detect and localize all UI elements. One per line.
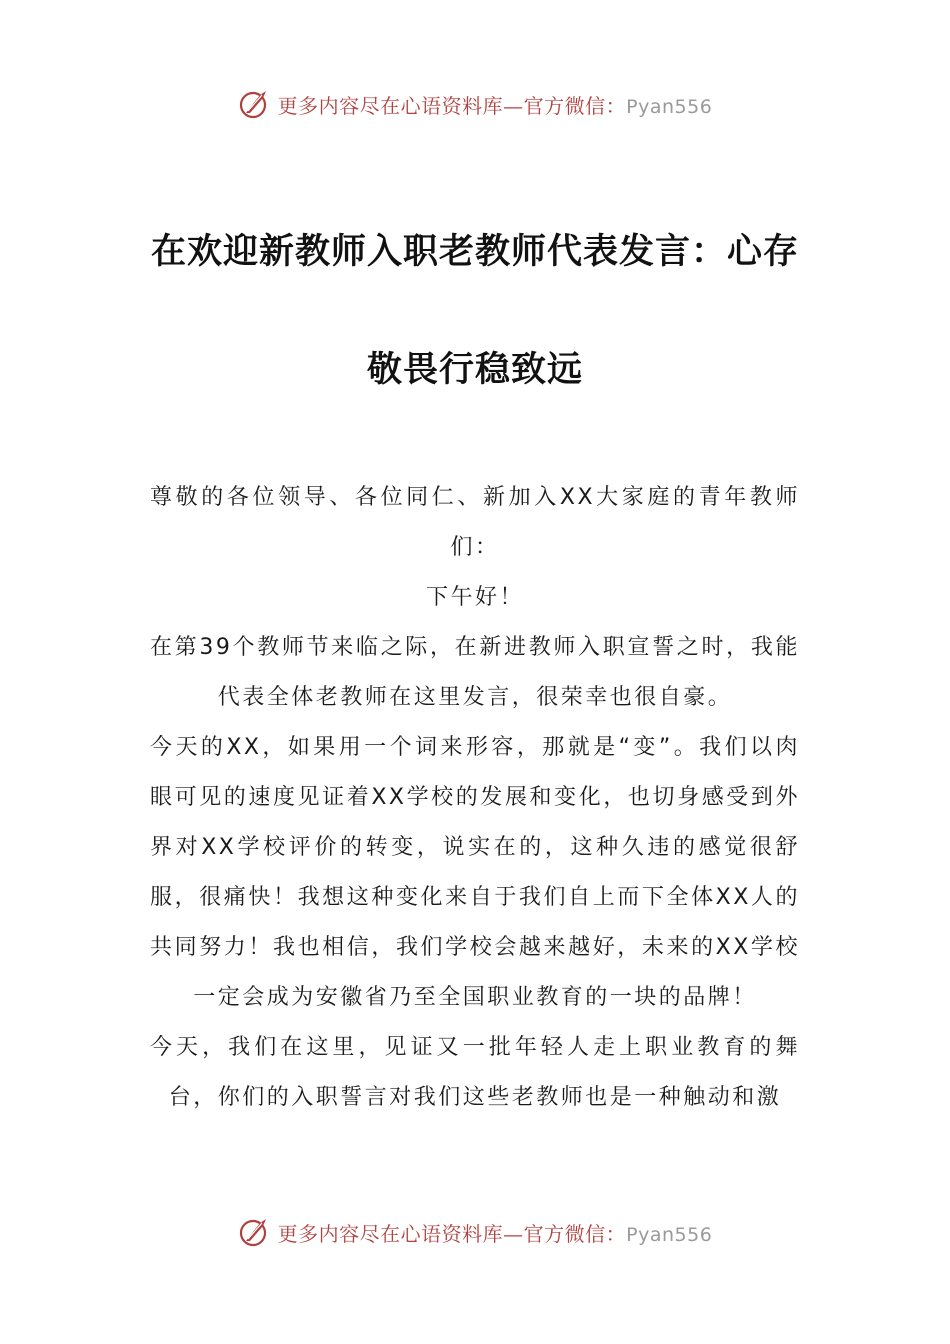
quill-logo-icon: [238, 1215, 272, 1249]
paragraph-change: 今天的XX，如果用一个词来形容，那就是“变”。我们以肉眼可见的速度见证着XX学校的发展和变化，也切身感受到外界对XX学校评价的转变，说实在的，这种久违的感觉很舒服，很痛快！我想这种变化来自于我们自上而下全体XX人的共同努力！我也相信，我们学校会越来越好，未来的XX学校一定会成为安徽省乃至全国职业教育的一块的品牌！: [150, 735, 800, 1010]
header-banner-wechat: Pyan556: [626, 95, 713, 118]
paragraph-intro: 在第39个教师节来临之际，在新进教师入职宣誓之时，我能代表全体老教师在这里发言，很荣幸也很自豪。: [150, 635, 800, 710]
paragraph-witness: 今天，我们在这里，见证又一批年轻人走上职业教育的舞台，你们的入职誓言对我们这些老教师也是一种触动和激: [150, 1035, 800, 1110]
header-banner-text: [278, 90, 713, 119]
paragraph-greeting: 下午好！: [425, 585, 524, 610]
header-watermark-banner: [0, 84, 950, 124]
footer-watermark-banner: [0, 1212, 950, 1252]
document-body: [150, 473, 800, 1123]
quill-logo-icon: [238, 87, 272, 121]
document-title-line-1: 在欢迎新教师入职老教师代表发言：心存: [150, 232, 799, 272]
footer-banner-text: [278, 1218, 713, 1247]
paragraph-salutation: 尊敬的各位领导、各位同仁、新加入XX大家庭的青年教师们：: [150, 485, 800, 560]
footer-banner-label: 更多内容尽在心语资料库—官方微信：: [277, 1221, 627, 1246]
footer-banner-wechat: Pyan556: [626, 1223, 713, 1246]
header-banner-label: 更多内容尽在心语资料库—官方微信：: [277, 93, 627, 118]
document-title-line-2: 敬畏行稳致远: [366, 350, 583, 390]
